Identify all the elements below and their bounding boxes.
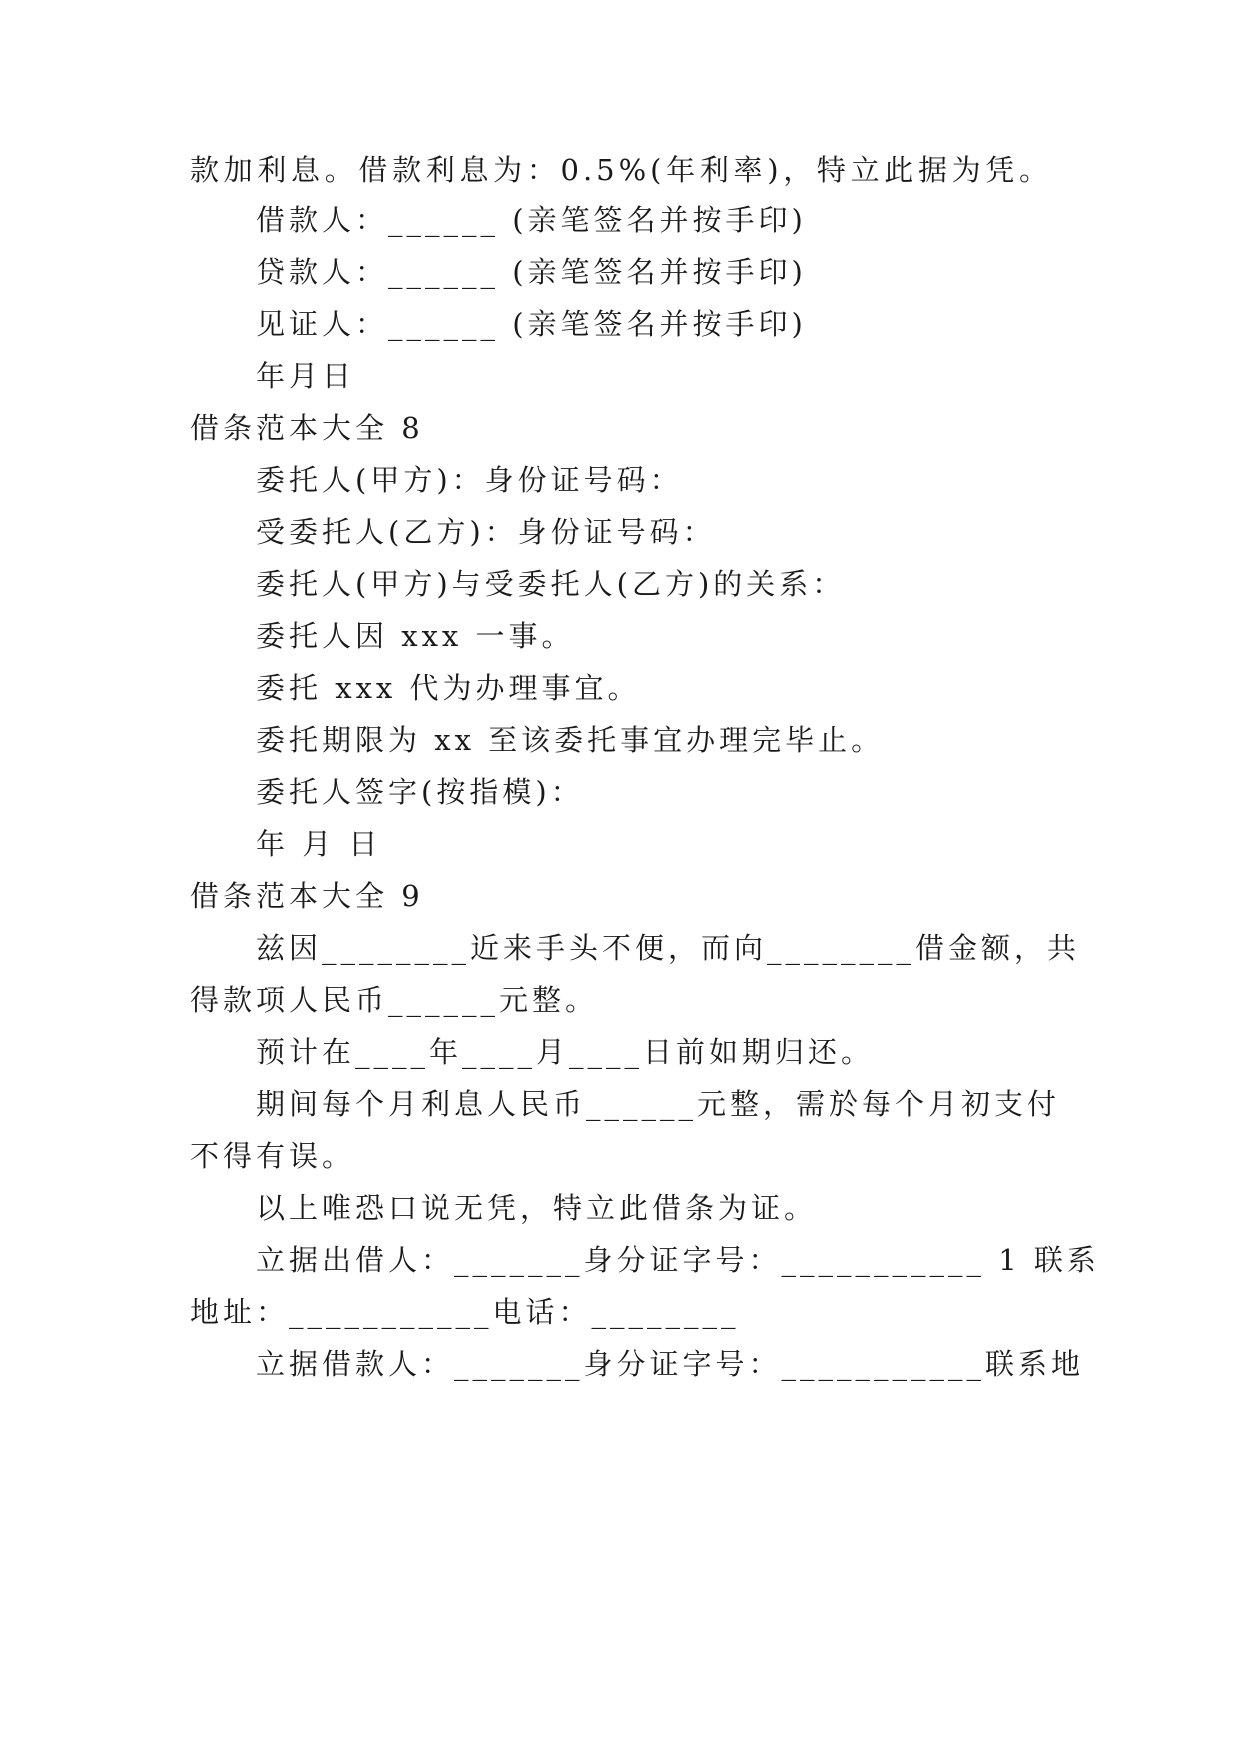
paragraph-line: 款加利息。借款利息为：0.5%(年利率)，特立此据为凭。 bbox=[190, 153, 1052, 187]
date-line: 年月日 bbox=[256, 359, 356, 393]
paragraph-line: 委托人签字(按指模)： bbox=[256, 775, 584, 809]
paragraph-line: 委托人(甲方)：身份证号码： bbox=[256, 463, 683, 497]
borrower-signature-line: 借款人：______ (亲笔签名并按手印) bbox=[256, 203, 807, 237]
paragraph-line: 不得有误。 bbox=[190, 1139, 356, 1173]
paragraph-line: 委托人(甲方)与受委托人(乙方)的关系： bbox=[256, 567, 846, 601]
section-heading: 借条范本大全 8 bbox=[190, 411, 424, 445]
lender-signature-line: 贷款人：______ (亲笔签名并按手印) bbox=[256, 255, 807, 289]
borrower-info-line: 立据借款人：_______身分证字号：___________联系地 bbox=[256, 1347, 1085, 1381]
paragraph-line: 兹因________近来手头不便，而向________借金额，共 bbox=[256, 931, 1081, 965]
lender-info-line: 立据出借人：_______身分证字号：___________ 1 联系 bbox=[256, 1243, 1100, 1277]
section-heading: 借条范本大全 9 bbox=[190, 879, 424, 913]
paragraph-line: 委托人因 xxx 一事。 bbox=[256, 619, 575, 653]
paragraph-line: 得款项人民币______元整。 bbox=[190, 983, 599, 1017]
paragraph-line: 受委托人(乙方)：身份证号码： bbox=[256, 515, 716, 549]
paragraph-line: 委托期限为 xx 至该委托事宜办理完毕止。 bbox=[256, 723, 885, 757]
paragraph-line: 以上唯恐口说无凭，特立此借条为证。 bbox=[256, 1191, 818, 1225]
witness-signature-line: 见证人：______ (亲笔签名并按手印) bbox=[256, 307, 807, 341]
paragraph-line: 委托 xxx 代为办理事宜。 bbox=[256, 671, 641, 705]
lender-contact-line: 地址：___________电话：________ bbox=[190, 1295, 740, 1329]
paragraph-line: 期间每个月利息人民币______元整，需於每个月初支付 bbox=[256, 1087, 1061, 1121]
paragraph-line: 预计在____年____月____日前如期归还。 bbox=[256, 1035, 875, 1069]
date-line: 年 月 日 bbox=[256, 827, 382, 861]
